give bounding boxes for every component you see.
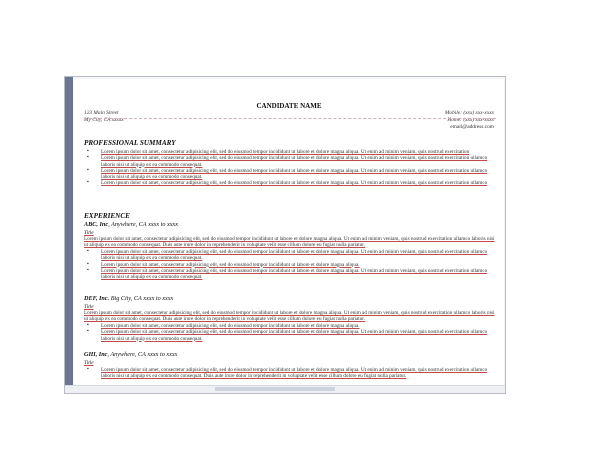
list-item: ▪ Lorem ipsum dolor sit amet, consectetur adipisicing elit, sed do eiusmod tempor incididunt ut labore et dolore magna aliqua. Ut enim ad minim veniam, quis nostrud exercitation <box>84 149 498 155</box>
list-item: ▪ Lorem ipsum dolor sit amet, consectetur adipisicing elit, sed do eiusmod tempor incididunt ut labore et dolore magna aliqua. Ut enim ad minim veniam, quis nostrud exercitation ullamco laboris nisi ut aliquip ex ea commodo consequat. <box>84 155 498 168</box>
job-header-def <box>84 295 173 302</box>
scrollbar-thumb[interactable] <box>215 387 335 391</box>
header-divider <box>84 118 496 119</box>
home-phone: Home: (xxx) xxx-xxxx <box>447 117 494 123</box>
horizontal-scrollbar[interactable] <box>65 385 505 393</box>
job-header-ghi <box>84 351 177 358</box>
address-line-2: My City, CA xxxxx <box>84 117 124 123</box>
job-title: Title <box>84 230 94 236</box>
email-address: email@address.com <box>450 124 494 130</box>
address-block <box>84 110 124 124</box>
job-bullets <box>84 367 498 380</box>
job-title: Title <box>84 304 94 310</box>
job-location: Big City, CA <box>109 295 142 302</box>
list-item: ▪ Lorem ipsum dolor sit amet, consectetur adipisicing elit, sed do eiusmod tempor incididunt ut labore et dolore magna aliqua. <box>84 262 498 268</box>
address-line-1: 123 Main Street <box>84 110 119 116</box>
list-item: ▪ Lorem ipsum dolor sit amet, consectetur adipisicing elit, sed do eiusmod tempor incididunt ut labore et dolore magna aliqua. Ut enim ad minim veniam, quis nostrud exercitation ullamco <box>84 180 498 186</box>
summary-list <box>84 149 498 187</box>
company-name: DEF, Inc. <box>84 295 110 302</box>
summary-heading: PROFESSIONAL SUMMARY <box>84 139 176 147</box>
job-location: , Anywhere, CA <box>107 351 146 358</box>
list-item: ▪ Lorem ipsum dolor sit amet, consectetur adipisicing elit, sed do eiusmod tempor incididunt ut labore et dolore magna aliqua. Ut enim ad minim veniam, quis nostrud exercitation ullamco laboris nisi ut aliquip ex ea commodo consequat. <box>84 268 498 281</box>
mobile-phone: Mobile: (xxx) xxx-xxxx <box>444 110 494 116</box>
job-title: Title <box>84 360 94 366</box>
list-item: ▪ Lorem ipsum dolor sit amet, consectetur adipisicing elit, sed do eiusmod tempor incididunt ut labore et dolore magna aliqua. <box>84 323 498 329</box>
company-name: GHI, Inc <box>84 351 108 358</box>
left-gutter <box>65 77 73 393</box>
job-dates: xxxx to xxxx <box>147 351 178 358</box>
experience-heading: EXPERIENCE <box>84 212 130 220</box>
job-location: , Anywhere, CA <box>108 221 147 228</box>
job-dates: xxxx to xxxx <box>148 221 179 228</box>
company-name: ABC, Inc <box>84 221 109 228</box>
contact-block <box>445 110 494 131</box>
list-item: ▪ Lorem ipsum dolor sit amet, consectetur adipisicing elit, sed do eiusmod tempor incididunt ut labore et dolore magna aliqua. Ut enim ad minim veniam, quis nostrud exercitation ullamco laboris nisi ut aliquip ex ea commodo consequat. Duis aute irure dolor in reprehenderit in voluptate velit esse cillum dolore eu fugiat nulla pariatur. <box>84 367 498 380</box>
document-window <box>64 76 506 394</box>
job-description: Lorem ipsum dolor sit amet, consectetur adipisicing elit, sed do eiusmod tempor incididunt ut labore et dolore magna aliqua. Ut enim ad minim veniam, quis nostrud exercitation ullamco laboris nisi ut aliquip ex ea commodo consequat. Duis aute irure dolor in reprehenderit in voluptate velit esse cillum dolore eu fugiat nulla pariatur. <box>84 310 495 323</box>
list-item: ▪ Lorem ipsum dolor sit amet, consectetur adipisicing elit, sed do eiusmod tempor incididunt ut labore et dolore magna aliqua. Ut enim ad minim veniam, quis nostrud exercitation ullamco laboris nisi ut aliquip ex ea commodo consequat. <box>84 329 498 342</box>
job-bullets <box>84 249 498 280</box>
job-header-abc <box>84 221 178 228</box>
candidate-name: CANDIDATE NAME <box>256 102 322 110</box>
document-page[interactable] <box>74 79 504 385</box>
job-description: Lorem ipsum dolor sit amet, consectetur adipisicing elit, sed do eiusmod tempor incididunt ut labore et dolore magna aliqua. Ut enim ad minim veniam, quis nostrud exercitation ullamco laboris nisi ut aliquip ex ea commodo consequat. Duis aute irure dolor in reprehenderit in voluptate velit esse cillum dolore eu fugiat nulla pariatur. <box>84 236 495 249</box>
job-dates: xxxx to xxxx <box>143 295 174 302</box>
list-item: ▪ Lorem ipsum dolor sit amet, consectetur adipisicing elit, sed do eiusmod tempor incididunt ut labore et dolore magna aliqua. Ut enim ad minim veniam, quis nostrud exercitation ullamco laboris nisi ut aliquip ex ea commodo consequat. <box>84 249 498 262</box>
job-bullets <box>84 323 498 342</box>
list-item: ▪ Lorem ipsum dolor sit amet, consectetur adipisicing elit, sed do eiusmod tempor incididunt ut labore et dolore magna aliqua. Ut enim ad minim veniam, quis nostrud exercitation ullamco laboris nisi ut aliquip ex ea commodo consequat. <box>84 168 498 181</box>
